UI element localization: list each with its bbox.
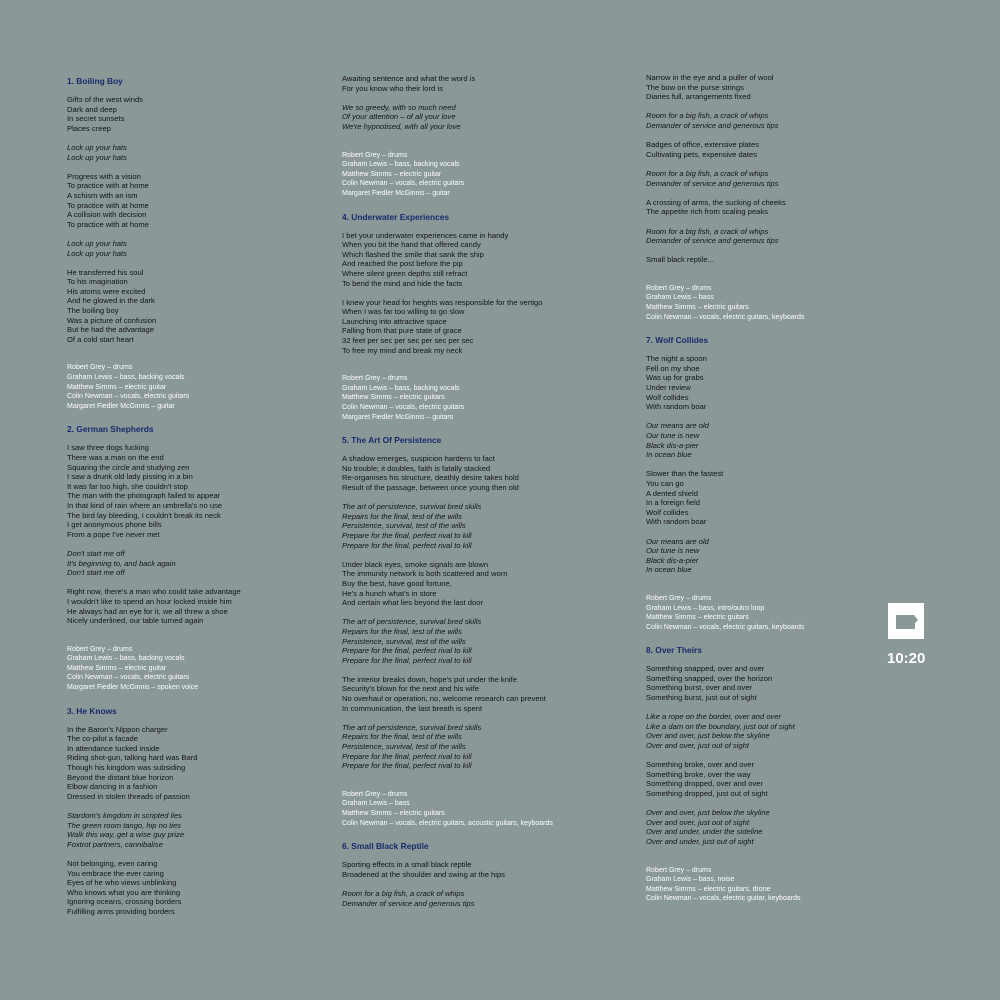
chorus-stanza [646, 111, 881, 130]
lyric-line: We so greedy, with so much need [342, 102, 456, 112]
verse-stanza [646, 198, 881, 217]
lyric-line: Lock up your hats [67, 238, 127, 248]
lyric-line: Eyes of he who views unblinking [67, 878, 177, 888]
lyric-line: Result of the passage, between once young then old [342, 483, 519, 492]
song-title: 1. Boiling Boy [67, 76, 123, 86]
credit-line: Matthew Simms – electric guitars [646, 304, 749, 312]
lyric-line: He always had an eye for it, we all threw a shoe [67, 606, 228, 616]
credit-line: Matthew Simms – electric guitars [342, 810, 445, 817]
lyric-line: Something dropped, over and over [646, 779, 763, 789]
credit-line: Colin Newman – vocals, electric guitar, keyboards [646, 895, 801, 903]
chorus-stanza [342, 889, 632, 908]
lyric-line: Prepare for the final, perfect rival to kill [342, 751, 472, 761]
verse-stanza [646, 255, 881, 265]
lyric-line: The immunity network is both scattered and worn [342, 569, 508, 579]
credit-line: Graham Lewis – bass [342, 800, 410, 808]
credit-line: Graham Lewis – bass, intro/outro loop [646, 604, 765, 612]
lyric-line: Like a rope on the border, over and over [646, 712, 782, 722]
credit-line: Colin Newman – vocals, electric guitars [67, 393, 190, 401]
lyric-line: A dented shield [646, 488, 698, 498]
lyric-line: I saw three dogs fucking [67, 443, 149, 453]
credit-line: Matthew Simms – electric guitars [342, 394, 445, 402]
verse-stanza [342, 74, 632, 93]
lyric-line: Dark and deep [67, 104, 117, 114]
lyric-line: He transferred his soul [67, 267, 144, 277]
song-block [646, 335, 881, 632]
lyric-line: Repairs for the final, test of the wills [342, 511, 462, 521]
lyric-line: Riding shot-gun, talking hard was Bard [67, 753, 198, 763]
credit-line: Robert Grey – drums [342, 375, 408, 383]
lyric-line: Prepare for the final, perfect rival to kill [342, 761, 472, 771]
credits-block [67, 363, 327, 411]
lyric-line: Though his kingdom was subsiding [67, 763, 186, 773]
credits-block [646, 594, 881, 632]
lyric-line: I wouldn't like to spend an hour locked inside him [67, 596, 232, 606]
verse-stanza [342, 675, 632, 713]
lyric-line: You embrace the ever caring [67, 868, 164, 878]
song-block [67, 76, 327, 411]
credit-line: Graham Lewis – bass, backing vocals [67, 655, 185, 663]
lyric-line: Broadened at the shoulder and swing at the hips [342, 869, 505, 879]
lyric-line: The man with the photograph failed to appear [67, 491, 221, 501]
lyric-line: Under review [646, 383, 691, 393]
lyric-line: Black dis-a-pier [646, 555, 699, 565]
lyric-line: Beyond the distant blue horizon [67, 772, 174, 782]
credits-block [646, 866, 881, 904]
lyric-line: I get anonymous phone bills [67, 520, 162, 530]
lyric-line: Our means are old [646, 421, 709, 431]
lyric-line: In that kind of rain where an umbrella's no use [67, 500, 223, 510]
lyric-line: Fulfilling arms providing borders [67, 906, 175, 916]
lyric-line: Progress with a vision [67, 171, 141, 181]
lyric-line: Over and over, just out of sight [646, 741, 749, 751]
lyric-line: Of your attention – of all your love [342, 112, 456, 122]
lyric-line: Persistence, survival, test of the wills [342, 742, 466, 752]
credit-line: Robert Grey – drums [67, 645, 133, 653]
chorus-stanza [67, 143, 327, 162]
lyric-line: From a pope I've never met [67, 529, 160, 539]
credit-line: Matthew Simms – electric guitar [67, 383, 167, 391]
lyric-line: Falling from that pure state of grace [342, 326, 462, 336]
lyric-line: Awaiting sentence and what the word is [342, 74, 476, 83]
lyric-line: It's beginning to, and back again [67, 558, 176, 568]
lyric-line: The bow on the purse strings [646, 82, 744, 92]
lyric-line: The boiling boy [67, 306, 119, 316]
lyric-line: Lock up your hats [67, 152, 127, 162]
verse-stanza [67, 725, 327, 802]
lyric-line: Which flashed the smile that sank the ship [342, 249, 484, 259]
lyric-line: Over and under, just out of sight [646, 836, 754, 846]
lyric-line: Elbow dancing in a fashion [67, 782, 158, 792]
verse-stanza [646, 140, 881, 159]
lyrics-column-3 [646, 73, 881, 917]
lyric-line: When I was far too willing to go slow [342, 307, 465, 317]
lyric-line: A crossing of arms, the sucking of cheeks [646, 197, 786, 207]
lyric-line: In ocean blue [646, 565, 692, 575]
verse-stanza [342, 560, 632, 608]
lyric-line: The co-pilot a facade [67, 734, 138, 744]
song-block [342, 841, 632, 908]
lyric-line: The art of persistence, survival bred skills [342, 722, 482, 732]
lyric-line: For you know who their lord is [342, 83, 443, 93]
lyric-line: The interior breaks down, hope's put under the knife [342, 674, 517, 684]
verse-stanza [646, 469, 881, 527]
lyric-line: No overhaul or operation, no, welcome research can prevent [342, 694, 546, 704]
chorus-stanza [67, 811, 327, 849]
lyric-line: Diaries full, arrangements fixed [646, 92, 751, 102]
credit-line: Colin Newman – vocals, electric guitars, keyboards [646, 623, 805, 631]
lyric-line: Was up for grabs [646, 373, 704, 383]
song-continuation [342, 74, 632, 199]
lyric-line: Gifts of the west winds [67, 95, 143, 104]
credit-line: Margaret Fiedler McGinnis – spoken voice [67, 684, 199, 692]
verse-stanza [646, 664, 881, 702]
lyric-line: Something broke, over and over [646, 760, 755, 770]
credit-line: Robert Grey – drums [646, 866, 712, 874]
lyric-line: Demander of service and generous tips [342, 898, 475, 908]
lyric-line: When you bit the hand that offered candy [342, 240, 481, 250]
verse-stanza [342, 860, 632, 879]
lyric-line: Slower than the fastest [646, 469, 724, 479]
lyric-line: Launching into attractive space [342, 316, 447, 326]
lyric-line: Demander of service and generous tips [646, 178, 779, 188]
lyric-line: And he glowed in the dark [67, 296, 155, 306]
credit-line: Matthew Simms – electric guitars, drone [646, 885, 771, 893]
credit-line: Matthew Simms – electric guitar [342, 170, 442, 178]
lyric-line: With random boar [646, 402, 707, 412]
verse-stanza [67, 268, 327, 345]
chorus-stanza [646, 712, 881, 750]
lyric-line: The green room tango, hip no ties [67, 820, 181, 830]
chorus-stanza [67, 239, 327, 258]
lyric-line: The bird lay bleeding, I couldn't break its neck [67, 510, 221, 520]
lyric-line: Dressed in stolen threads of passion [67, 791, 190, 801]
lyric-line: Walk this way, get a wise guy prize [67, 830, 185, 840]
lyric-line: To bend the mind and hide the facts [342, 278, 463, 288]
lyric-line: Don't start me off [67, 568, 125, 578]
duration-label: 10:20 [887, 650, 926, 667]
lyric-line: In the Baron's Nippon charger [67, 724, 168, 734]
chorus-stanza [342, 103, 632, 132]
verse-stanza [67, 172, 327, 230]
credit-line: Colin Newman – vocals, electric guitars, acoustic guitars, keyboards [342, 819, 553, 827]
credit-line: Colin Newman – vocals, electric guitars [67, 674, 190, 682]
lyric-line: Repairs for the final, test of the wills [342, 626, 462, 636]
verse-stanza [342, 454, 632, 492]
verse-stanza [67, 443, 327, 539]
song-continuation [646, 73, 881, 322]
credit-line: Robert Grey – drums [342, 790, 408, 798]
credits-block [342, 374, 632, 422]
lyric-line: Who knows what you are thinking [67, 887, 181, 897]
lyric-line: Buy the best, have good fortune, [342, 578, 452, 588]
chorus-stanza [342, 617, 632, 665]
lyric-line: To free my mind and break my neck [342, 345, 463, 355]
lyric-line: Something burst, over and over [646, 683, 752, 693]
lyric-line: Prepare for the final, perfect rival to kill [342, 655, 472, 665]
lyric-line: Lock up your hats [67, 142, 127, 152]
chorus-stanza [342, 723, 632, 771]
song-block [646, 645, 881, 904]
credit-line: Matthew Simms – electric guitar [67, 664, 167, 672]
lyric-line: His atoms were excited [67, 286, 146, 296]
lyric-line: Ignoring oceans, crossing borders [67, 897, 182, 907]
lyric-line: Right now, there's a man who could take advantage [67, 587, 241, 597]
verse-stanza [67, 95, 327, 133]
credit-line: Graham Lewis – bass [646, 294, 714, 302]
lyric-line: Fell on my shoe [646, 363, 700, 373]
lyric-line: Squaring the circle and studying zen [67, 462, 190, 472]
verse-stanza [342, 298, 632, 356]
lyric-line: Wolf collides [646, 507, 689, 517]
lyric-line: Of a cold start heart [67, 334, 134, 344]
lyric-line: A schism with an ism [67, 190, 138, 200]
credit-line: Graham Lewis – bass, backing vocals [342, 384, 460, 392]
lyric-line: There was a man on the end [67, 453, 164, 462]
lyric-line: In communication, the last breath is spent [342, 703, 483, 713]
chorus-stanza [646, 537, 881, 575]
lyric-line: Sporting effects in a small black reptile [342, 860, 472, 870]
lyric-line: Over and over, just out of sight [646, 817, 749, 827]
lyric-line: In secret sunsets [67, 114, 125, 124]
lyric-line: Room for a big fish, a crack of whips [342, 888, 465, 898]
credit-line: Robert Grey – drums [646, 284, 712, 292]
credit-line: Graham Lewis – bass, noise [646, 876, 735, 884]
lyric-line: In ocean blue [646, 450, 692, 460]
credits-block [342, 790, 632, 828]
credit-line: Margaret Fiedler McGinnis – guitars [342, 413, 454, 421]
lyric-line: Our means are old [646, 536, 709, 546]
lyric-line: Persistence, survival, test of the wills [342, 636, 466, 646]
lyric-line: Foxtrot partners, cannibalise [67, 839, 163, 849]
song-block [342, 435, 632, 828]
lyric-line: I saw a drunk old lady pissing in a bin [67, 472, 193, 482]
credits-block [67, 645, 327, 693]
credit-line: Graham Lewis – bass, backing vocals [67, 374, 185, 382]
credits-block [646, 284, 881, 322]
lyric-line: Lock up your hats [67, 248, 127, 258]
lyric-line: Over and under, under the sideline [646, 827, 763, 837]
lyric-line: The art of persistence, survival bred skills [342, 617, 482, 627]
bookmark-icon [888, 603, 924, 639]
song-title: 4. Underwater Experiences [342, 211, 450, 222]
lyric-line: Room for a big fish, a crack of whips [646, 111, 769, 121]
lyric-line: Over and over, just below the skyline [646, 808, 770, 818]
lyric-line: You can go [646, 478, 684, 488]
chorus-stanza [646, 227, 881, 246]
chorus-stanza [646, 808, 881, 846]
verse-stanza [646, 760, 881, 798]
lyric-line: I bet your underwater experiences came in handy [342, 230, 509, 240]
lyric-line: Narrow in the eye and a puller of wool [646, 73, 774, 82]
lyric-line: Nicely underlined, our table turned again [67, 616, 204, 626]
lyric-line: Like a dam on the boundary, just out of sight [646, 721, 795, 731]
lyric-line: To practice with at home [67, 181, 149, 191]
song-title: 8. Over Theirs [646, 645, 702, 656]
lyric-line: In a foreign field [646, 498, 701, 508]
lyric-line: The appetite rich from scaling peaks [646, 207, 768, 217]
credit-line: Colin Newman – vocals, electric guitars [342, 404, 465, 412]
song-block [342, 212, 632, 423]
lyrics-column-1 [67, 76, 327, 930]
song-title: 6. Small Black Reptile [342, 841, 429, 852]
credits-block [342, 151, 632, 199]
lyric-line: Cultivating pets, expensive dates [646, 149, 758, 159]
chorus-stanza [342, 502, 632, 550]
lyric-line: He's a hunch what's in store [342, 588, 437, 598]
lyric-line: Something dropped, just out of sight [646, 789, 768, 798]
credit-line: Robert Grey – drums [342, 151, 408, 159]
lyric-line: But he had the advantage [67, 325, 154, 335]
lyric-line: It was far too high, she couldn't stop [67, 481, 188, 491]
lyric-line: Stardom's kingdom in scripted lies [67, 811, 182, 820]
chorus-stanza [646, 421, 881, 459]
lyric-line: Prepare for the final, perfect rival to kill [342, 530, 472, 540]
lyric-line: Over and over, just below the skyline [646, 731, 770, 741]
lyric-line: Was a picture of confusion [67, 315, 157, 325]
lyric-line: Demander of service and generous tips [646, 236, 779, 246]
lyric-line: Small black reptile... [646, 255, 714, 265]
song-title: 3. He Knows [67, 705, 117, 716]
lyric-line: And reached the post before the pip [342, 259, 463, 269]
lyric-line: To his imagination [67, 277, 128, 287]
lyric-line: Persistence, survival, test of the wills [342, 521, 466, 531]
verse-stanza [67, 587, 327, 625]
credit-line: Colin Newman – vocals, electric guitars, keyboards [646, 313, 805, 321]
song-block [67, 706, 327, 917]
lyric-line: Prepare for the final, perfect rival to kill [342, 646, 472, 656]
lyric-line: No trouble; it doubles, faith is fatally stacked [342, 463, 491, 473]
lyric-line: The night a spoon [646, 354, 707, 364]
lyric-line: And certain what lies beyond the last door [342, 598, 483, 608]
verse-stanza [67, 859, 327, 917]
lyric-line: Not belonging, even caring [67, 858, 158, 868]
lyric-line: Room for a big fish, a crack of whips [646, 226, 769, 236]
lyric-line: Under black eyes, smoke signals are blown [342, 559, 489, 569]
lyric-line: Where silent green depths still refract [342, 268, 468, 278]
lyric-line: Our tune is new [646, 431, 700, 440]
lyric-line: Something burst, just out of sight [646, 693, 757, 703]
lyric-line: Something broke, over the way [646, 769, 751, 779]
credit-line: Matthew Simms – electric guitars [646, 614, 749, 622]
song-title: 2. German Shepherds [67, 424, 154, 435]
lyric-line: Prepare for the final, perfect rival to kill [342, 540, 472, 550]
lyric-line: 32 feet per sec per sec per sec per sec [342, 336, 474, 346]
credit-line: Robert Grey – drums [646, 594, 712, 602]
credit-line: Colin Newman – vocals, electric guitars [342, 180, 465, 188]
lyric-line: Places creep [67, 123, 111, 133]
credit-line: Graham Lewis – bass, backing vocals [342, 161, 460, 169]
song-title: 7. Wolf Collides [646, 335, 709, 346]
verse-stanza [646, 354, 881, 412]
lyric-line: Security's blown for the next and his wife [342, 684, 479, 694]
lyric-line: Re-organises his structure, deathly desire takes hold [342, 473, 519, 483]
lyric-line: Don't start me off [67, 548, 125, 558]
lyric-line: Demander of service and generous tips [646, 120, 779, 130]
credit-line: Robert Grey – drums [67, 364, 133, 372]
lyric-line: The art of persistence, survival bred skills [342, 502, 482, 512]
credit-line: Margaret Fiedler McGinnis – guitar [342, 189, 450, 197]
song-title: 5. The Art Of Persistence [342, 435, 442, 446]
lyric-line: In attendance tucked inside [67, 743, 160, 753]
chorus-stanza [646, 169, 881, 188]
lyric-line: Repairs for the final, test of the wills [342, 732, 462, 742]
lyric-line: Room for a big fish, a crack of whips [646, 168, 769, 178]
lyric-line: A shadow emerges, suspicion hardens to fact [342, 454, 495, 464]
lyric-line: To practice with at home [67, 200, 149, 210]
lyric-line: Our tune is new [646, 546, 700, 556]
lyric-line: To practice with at home [67, 219, 149, 229]
verse-stanza [646, 73, 881, 102]
lyric-line: I knew your head for heights was responsible for the vertigo [342, 297, 543, 307]
lyric-line: Something snapped, over the horizon [646, 673, 773, 683]
lyric-line: Black dis-a-pier [646, 440, 699, 450]
credit-line: Margaret Fiedler McGinnis – guitar [67, 402, 175, 410]
lyric-line: A collision with decision [67, 210, 147, 220]
chorus-stanza [67, 549, 327, 578]
lyric-line: We're hypnotised, with all your love [342, 121, 461, 131]
lyric-line: Wolf collides [646, 392, 689, 402]
lyrics-column-2 [342, 74, 632, 921]
verse-stanza [342, 231, 632, 289]
lyric-line: Badges of office, extensive plates [646, 140, 759, 150]
lyric-line: Something snapped, over and over [646, 664, 765, 674]
lyric-line: With random boar [646, 517, 707, 527]
song-block [67, 424, 327, 692]
